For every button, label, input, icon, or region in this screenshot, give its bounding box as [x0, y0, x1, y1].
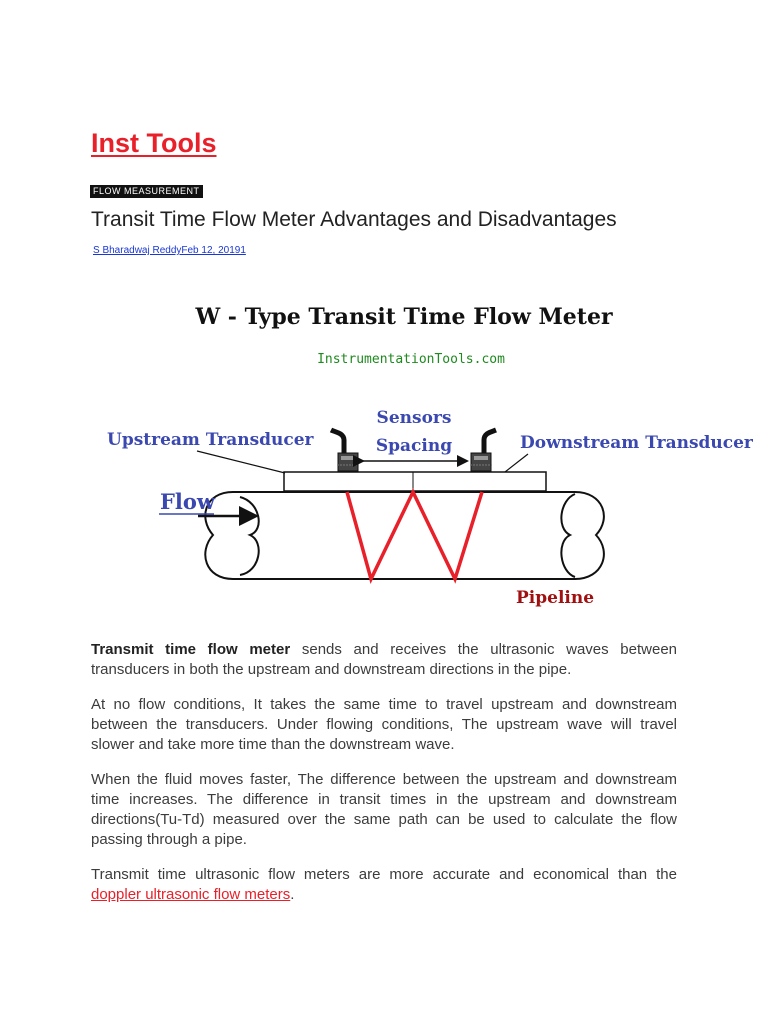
upstream-transducer-icon: [331, 430, 359, 471]
paragraph-1-bold: Transmit time flow meter: [91, 641, 291, 658]
pipeline: [205, 492, 604, 579]
category-tag[interactable]: FLOW MEASUREMENT: [90, 185, 203, 198]
article-title: Transit Time Flow Meter Advantages and Disadvantages: [91, 208, 617, 231]
w-wave-path: [347, 492, 482, 579]
paragraph-1: [91, 640, 677, 680]
paragraph-4-end: .: [290, 886, 295, 903]
spacing-label: Spacing: [375, 436, 453, 456]
downstream-transducer-icon: [470, 430, 496, 471]
w-type-flow-meter-diagram: [0, 290, 768, 620]
site-title[interactable]: Inst Tools: [91, 128, 217, 158]
upstream-transducer-label: Upstream Transducer: [107, 430, 314, 450]
paragraph-2: At no flow conditions, It takes the same time to travel upstream and downstream between the transducers. Under flowing conditions, The upstream wave will travel slower and take more time than the downstream wave.: [91, 696, 677, 753]
diagram-title: W - Type Transit Time Flow Meter: [195, 304, 613, 330]
paragraph-4: [91, 865, 677, 905]
pipeline-label: Pipeline: [516, 588, 595, 608]
article-body: [91, 640, 677, 920]
diagram-watermark: InstrumentationTools.com: [317, 352, 505, 367]
doppler-flow-meters-link[interactable]: doppler ultrasonic flow meters: [91, 886, 291, 903]
paragraph-4-text: Transmit time ultrasonic flow meters are more accurate and economical than the: [91, 866, 677, 883]
paragraph-1-text: sends and receives the ultrasonic waves between transducers in both the upstream and downstream directions in the pipe.: [91, 641, 678, 678]
mounting-bar: [284, 472, 546, 491]
paragraph-3: When the fluid moves faster, The difference between the upstream and downstream time increases. The difference in transit times in the upstream and downstream directions(Tu-Td) measured over the same path can be used to calculate the flow passing through a pipe.: [91, 771, 677, 848]
downstream-transducer-label: Downstream Transducer: [520, 433, 753, 453]
byline-link[interactable]: S Bharadwaj ReddyFeb 12, 20191: [93, 245, 246, 256]
sensors-label: Sensors: [376, 408, 452, 428]
flow-label: Flow: [160, 489, 215, 514]
